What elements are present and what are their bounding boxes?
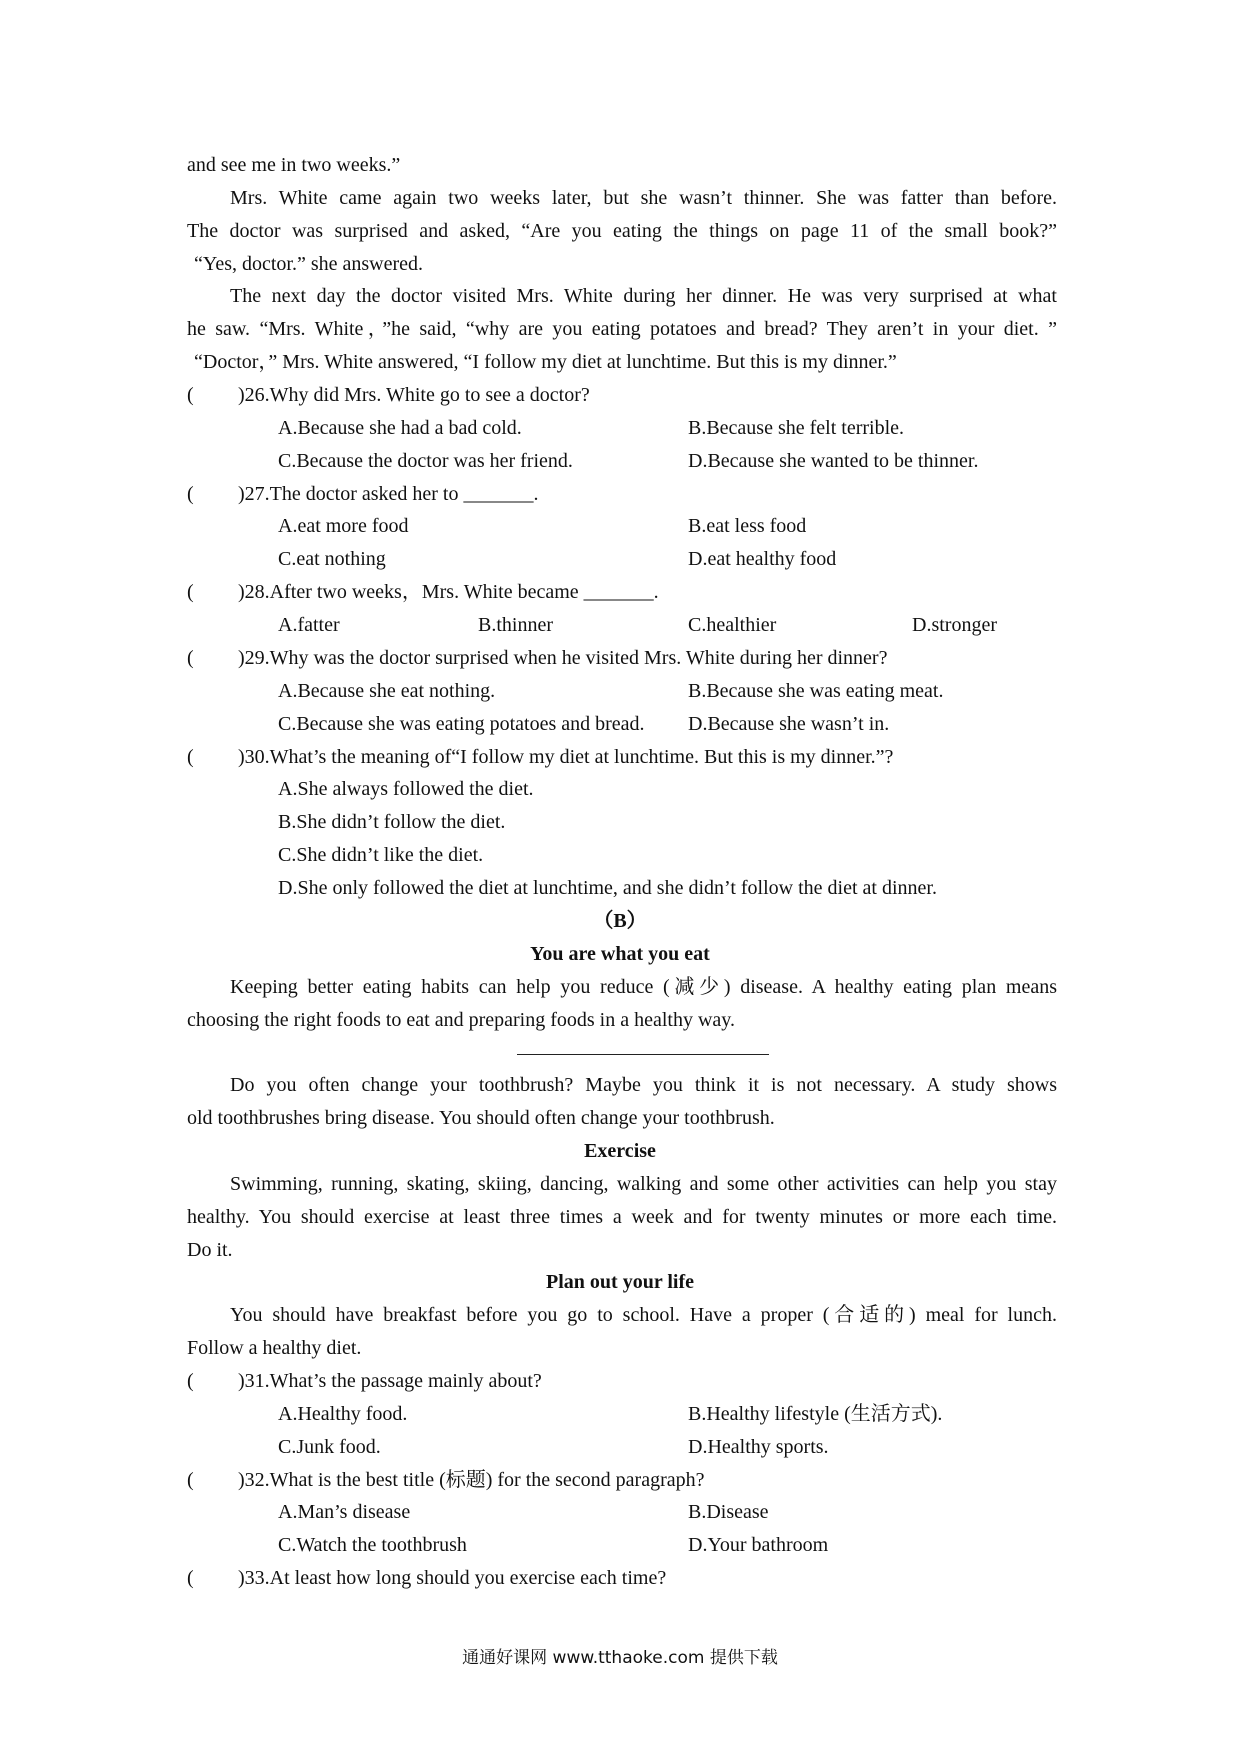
passage-b-line: You should have breakfast before you go to school. Have a proper (合适的) meal for lunch.: [230, 1304, 1057, 1326]
section-heading: Exercise: [584, 1140, 656, 1162]
passage-title: You are what you eat: [530, 943, 710, 965]
option: B.Disease: [688, 1501, 769, 1523]
answer-blank[interactable]: (: [187, 647, 194, 669]
passage-b-line: Do it.: [187, 1239, 233, 1261]
passage-b-line: Do you often change your toothbrush? Maybe you think it is not necessary. A study shows: [230, 1074, 1057, 1096]
question-stem: )27.The doctor asked her to _______.: [238, 483, 539, 505]
passage-a-line: he saw. “Mrs. White，”he said, “why are you eating potatoes and bread? They aren’t in your diet. ”: [187, 318, 1057, 340]
question-stem: )26.Why did Mrs. White go to see a doctor?: [238, 384, 590, 406]
option: C.healthier: [688, 614, 777, 636]
option: C.Watch the toothbrush: [278, 1534, 467, 1556]
answer-blank[interactable]: (: [187, 1469, 194, 1491]
page-footer: 通通好课网 www.tthaoke.com 提供下载: [462, 1648, 778, 1668]
answer-blank[interactable]: (: [187, 1370, 194, 1392]
option: A.Because she eat nothing.: [278, 680, 496, 702]
passage-a-line: The doctor was surprised and asked, “Are you eating the things on page 11 of the small book?”: [187, 220, 1057, 242]
passage-a-line: and see me in two weeks.”: [187, 154, 401, 176]
option: D.stronger: [912, 614, 997, 636]
option: A.Healthy food.: [278, 1403, 408, 1425]
passage-a-line: “Doctor，” Mrs. White answered, “I follow my diet at lunchtime. But this is my dinner.”: [194, 351, 897, 373]
title-blank-line[interactable]: [517, 1054, 769, 1055]
option: D.Your bathroom: [688, 1534, 829, 1556]
option: B.She didn’t follow the diet.: [278, 811, 506, 833]
option: A.eat more food: [278, 515, 409, 537]
passage-a-line: The next day the doctor visited Mrs. White during her dinner. He was very surprised at what: [230, 285, 1057, 307]
option: B.Healthy lifestyle (生活方式).: [688, 1403, 943, 1425]
option: B.eat less food: [688, 515, 807, 537]
option: C.Because the doctor was her friend.: [278, 450, 573, 472]
option: C.Junk food.: [278, 1436, 381, 1458]
option: D.Because she wasn’t in.: [688, 713, 890, 735]
option: C.Because she was eating potatoes and bread.: [278, 713, 645, 735]
option: A.She always followed the diet.: [278, 778, 534, 800]
answer-blank[interactable]: (: [187, 581, 194, 603]
passage-b-line: Swimming, running, skating, skiing, dancing, walking and some other activities can help you stay: [230, 1173, 1057, 1195]
option: B.Because she felt terrible.: [688, 417, 905, 439]
option: D.eat healthy food: [688, 548, 837, 570]
question-stem: )31.What’s the passage mainly about?: [238, 1370, 542, 1392]
option: C.eat nothing: [278, 548, 386, 570]
passage-b-line: healthy. You should exercise at least three times a week and for twenty minutes or more each time.: [187, 1206, 1057, 1228]
answer-blank[interactable]: (: [187, 1567, 194, 1589]
option: D.Because she wanted to be thinner.: [688, 450, 979, 472]
option: A.Because she had a bad cold.: [278, 417, 522, 439]
answer-blank[interactable]: (: [187, 483, 194, 505]
passage-b-line: old toothbrushes bring disease. You should often change your toothbrush.: [187, 1107, 775, 1129]
option: A.Man’s disease: [278, 1501, 411, 1523]
section-label: （B）: [593, 910, 647, 932]
option: A.fatter: [278, 614, 340, 636]
section-heading: Plan out your life: [546, 1271, 694, 1293]
option: D.Healthy sports.: [688, 1436, 829, 1458]
passage-b-line: Follow a healthy diet.: [187, 1337, 362, 1359]
passage-b-line: Keeping better eating habits can help you reduce (减少) disease. A healthy eating plan means: [230, 976, 1057, 998]
question-stem: )28.After two weeks，Mrs. White became _______.: [238, 581, 659, 603]
option: C.She didn’t like the diet.: [278, 844, 484, 866]
passage-a-line: Mrs. White came again two weeks later, but she wasn’t thinner. She was fatter than before.: [230, 187, 1057, 209]
answer-blank[interactable]: (: [187, 384, 194, 406]
answer-blank[interactable]: (: [187, 746, 194, 768]
question-stem: )32.What is the best title (标题) for the second paragraph?: [238, 1469, 705, 1491]
option: B.Because she was eating meat.: [688, 680, 944, 702]
passage-b-line: choosing the right foods to eat and preparing foods in a healthy way.: [187, 1009, 736, 1031]
option: B.thinner: [478, 614, 553, 636]
question-stem: )33.At least how long should you exercise each time?: [238, 1567, 667, 1589]
option: D.She only followed the diet at lunchtime, and she didn’t follow the diet at dinner.: [278, 877, 937, 899]
question-stem: )30.What’s the meaning of“I follow my diet at lunchtime. But this is my dinner.”?: [238, 746, 894, 768]
question-stem: )29.Why was the doctor surprised when he visited Mrs. White during her dinner?: [238, 647, 888, 669]
passage-a-line: “Yes, doctor.” she answered.: [194, 253, 424, 275]
